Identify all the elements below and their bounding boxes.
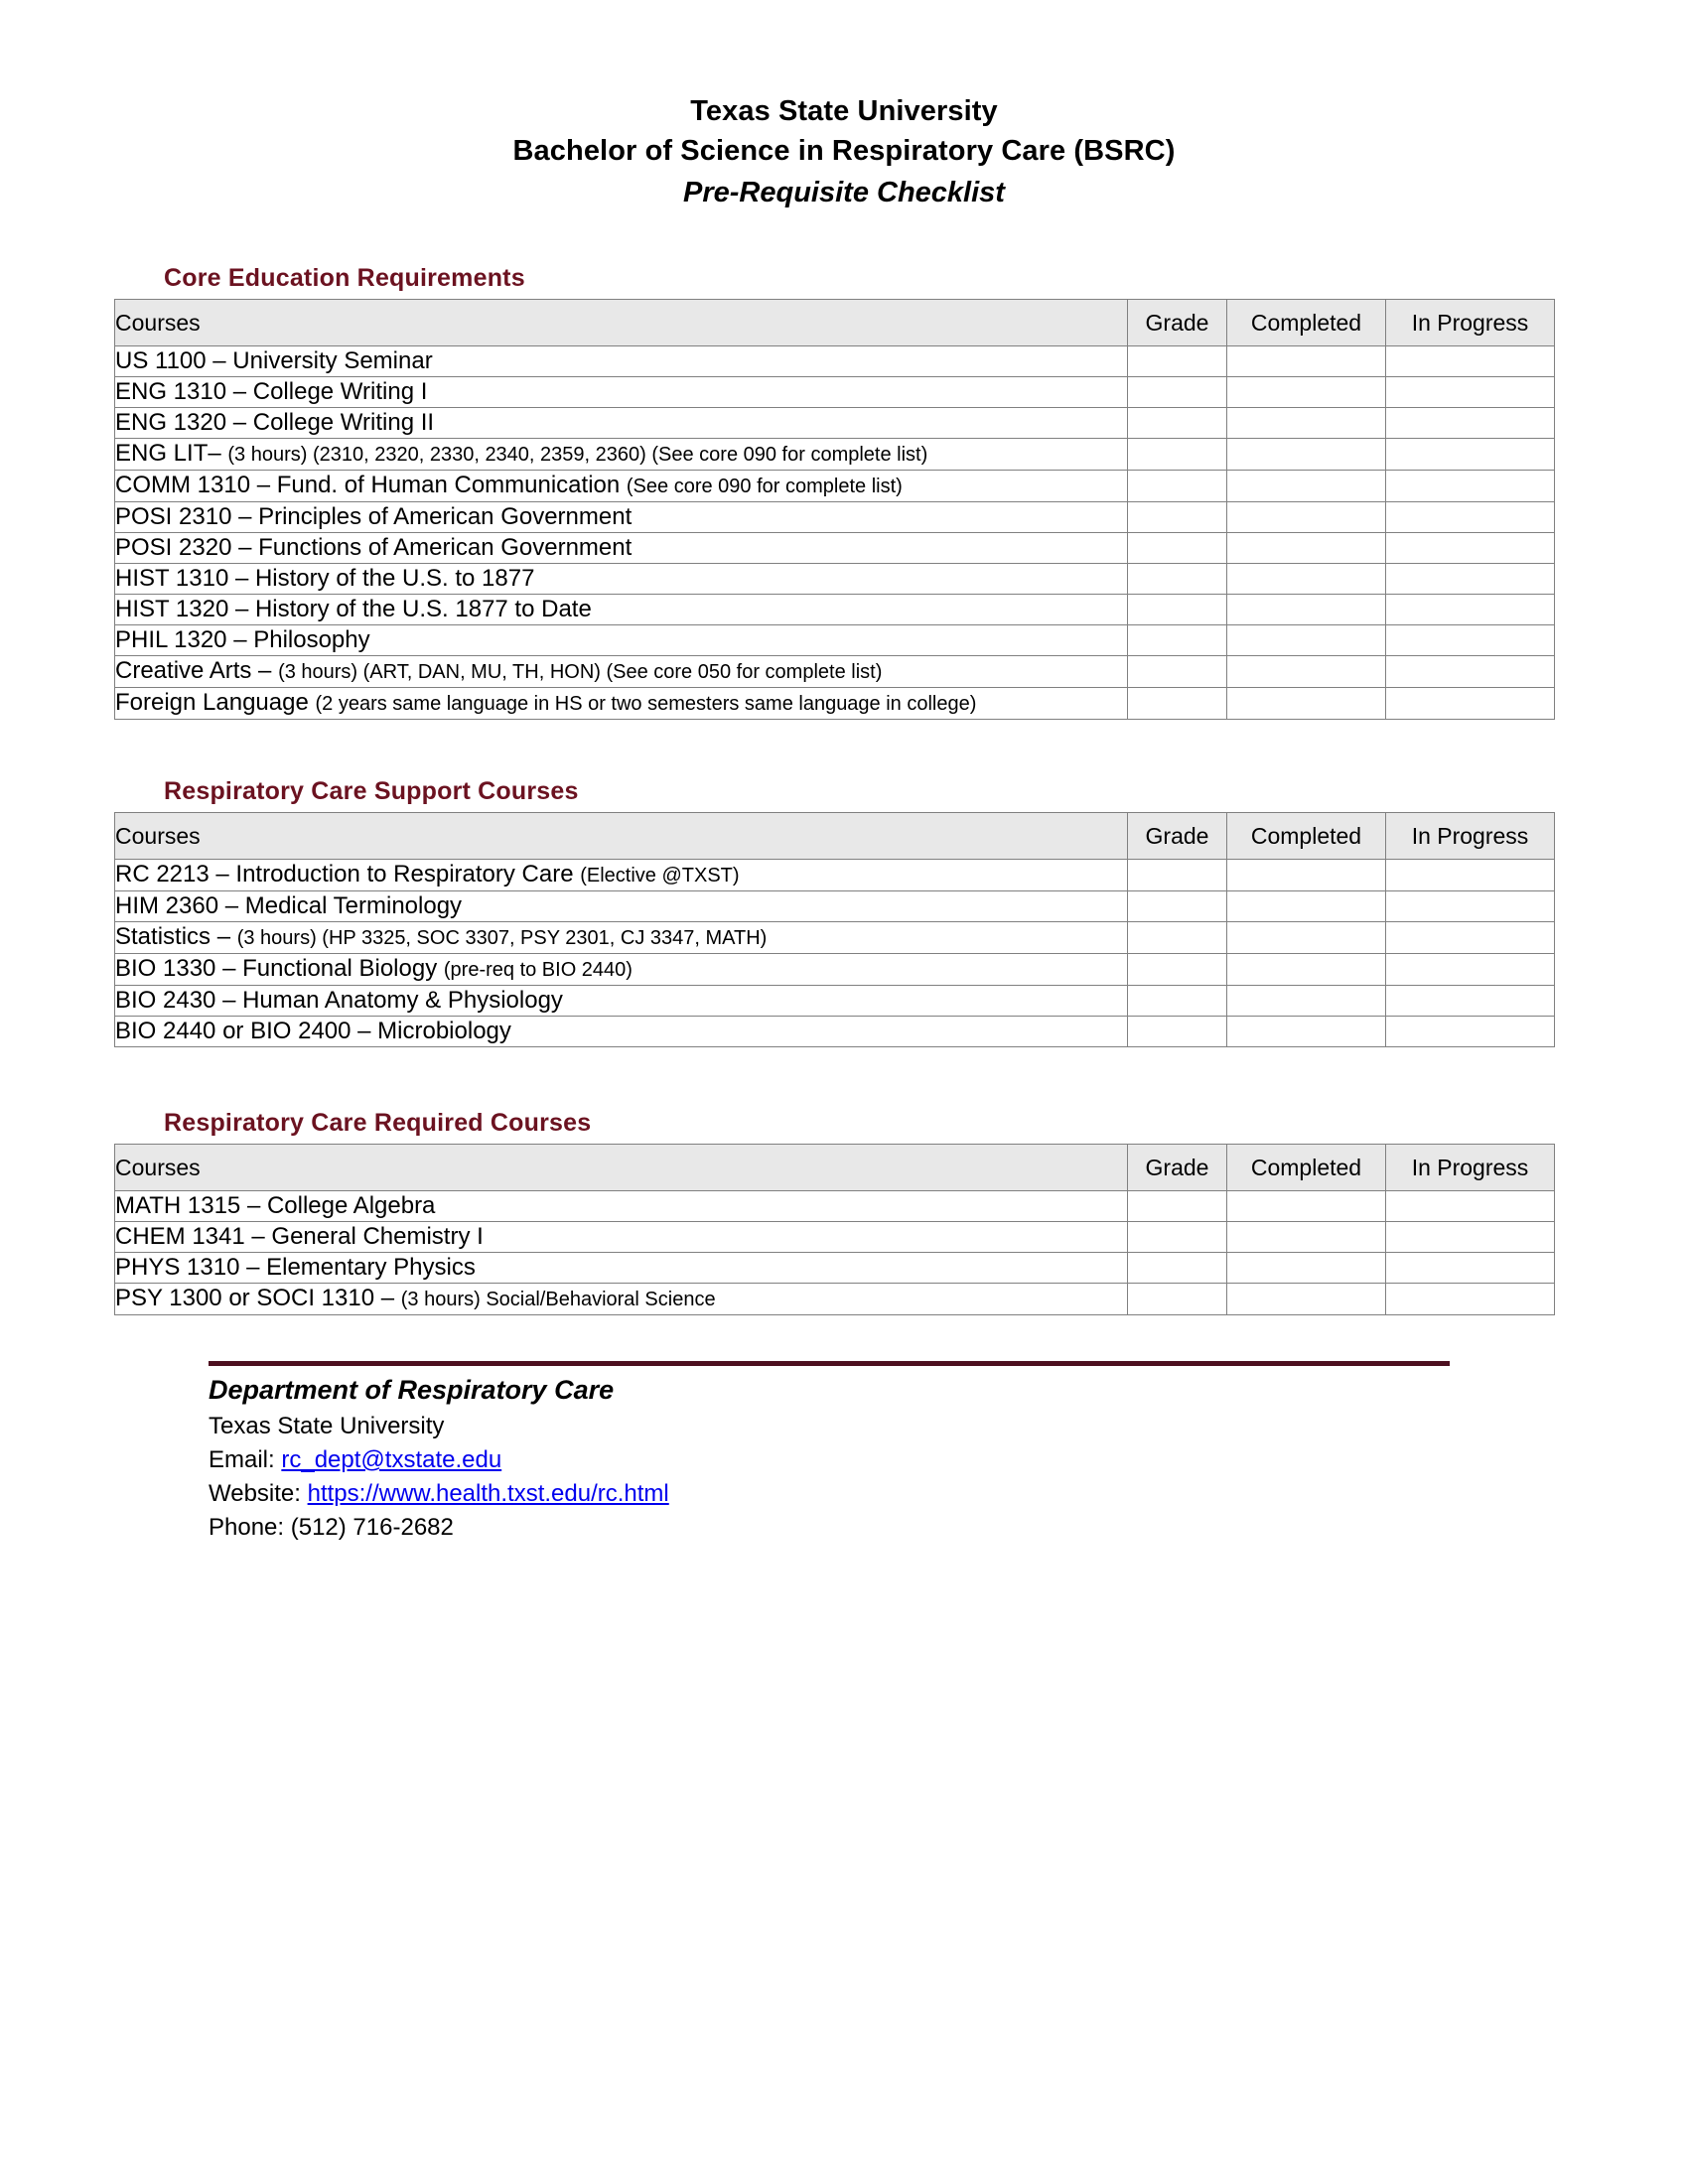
completed-checkbox-cell[interactable] [1227, 346, 1386, 377]
footer-website-link[interactable]: https://www.health.txst.edu/rc.html [307, 1480, 669, 1507]
table-header-row [115, 300, 1555, 346]
grade-checkbox-cell[interactable] [1128, 1253, 1227, 1284]
title-university: Texas State University [690, 95, 998, 127]
table-row [115, 595, 1555, 625]
completed-checkbox-cell[interactable] [1227, 439, 1386, 471]
checklist-table-core-education [114, 299, 1555, 720]
footer-phone-value: (512) 716-2682 [290, 1514, 454, 1541]
header-courses: Courses [115, 1145, 1128, 1191]
in-progress-checkbox-cell[interactable] [1386, 595, 1555, 625]
grade-checkbox-cell[interactable] [1128, 533, 1227, 564]
header-in-progress: In Progress [1386, 1145, 1555, 1191]
course-main-text: PSY 1300 or SOCI 1310 – [115, 1285, 401, 1311]
course-main-text: CHEM 1341 – General Chemistry I [115, 1223, 484, 1250]
table-row [115, 408, 1555, 439]
footer-divider [209, 1361, 1450, 1366]
completed-checkbox-cell[interactable] [1227, 1253, 1386, 1284]
completed-checkbox-cell[interactable] [1227, 922, 1386, 954]
table-row [115, 954, 1555, 986]
course-main-text: Creative Arts – [115, 657, 279, 684]
in-progress-checkbox-cell[interactable] [1386, 471, 1555, 502]
course-note-text: (Elective @TXST) [580, 865, 740, 887]
section-heading-core-education: Core Education Requirements [164, 264, 525, 292]
department-footer [209, 1361, 1450, 1545]
course-name-cell [115, 1222, 1128, 1253]
in-progress-checkbox-cell[interactable] [1386, 656, 1555, 688]
table-body-support-courses [115, 860, 1555, 1047]
table-row [115, 922, 1555, 954]
course-main-text: ENG 1320 – College Writing II [115, 409, 435, 436]
completed-checkbox-cell[interactable] [1227, 377, 1386, 408]
section-heading-required-courses: Respiratory Care Required Courses [164, 1109, 592, 1137]
in-progress-checkbox-cell[interactable] [1386, 1253, 1555, 1284]
in-progress-checkbox-cell[interactable] [1386, 564, 1555, 595]
course-name-cell [115, 954, 1128, 986]
header-grade: Grade [1128, 300, 1227, 346]
in-progress-checkbox-cell[interactable] [1386, 346, 1555, 377]
in-progress-checkbox-cell[interactable] [1386, 688, 1555, 720]
course-name-cell [115, 533, 1128, 564]
table-row [115, 346, 1555, 377]
grade-checkbox-cell[interactable] [1128, 954, 1227, 986]
header-completed: Completed [1227, 1145, 1386, 1191]
grade-checkbox-cell[interactable] [1128, 1222, 1227, 1253]
completed-checkbox-cell[interactable] [1227, 986, 1386, 1017]
in-progress-checkbox-cell[interactable] [1386, 986, 1555, 1017]
course-main-text: HIST 1310 – History of the U.S. to 1877 [115, 565, 535, 592]
completed-checkbox-cell[interactable] [1227, 595, 1386, 625]
completed-checkbox-cell[interactable] [1227, 625, 1386, 656]
grade-checkbox-cell[interactable] [1128, 471, 1227, 502]
header-grade: Grade [1128, 813, 1227, 860]
grade-checkbox-cell[interactable] [1128, 656, 1227, 688]
in-progress-checkbox-cell[interactable] [1386, 1191, 1555, 1222]
completed-checkbox-cell[interactable] [1227, 408, 1386, 439]
footer-website-row [209, 1477, 1450, 1511]
grade-checkbox-cell[interactable] [1128, 1017, 1227, 1047]
footer-phone-label: Phone: [209, 1514, 291, 1541]
grade-checkbox-cell[interactable] [1128, 408, 1227, 439]
course-name-cell [115, 891, 1128, 922]
grade-checkbox-cell[interactable] [1128, 986, 1227, 1017]
course-note-text: (See core 090 for complete list) [626, 476, 903, 497]
table-row [115, 1191, 1555, 1222]
grade-checkbox-cell[interactable] [1128, 346, 1227, 377]
in-progress-checkbox-cell[interactable] [1386, 860, 1555, 891]
course-main-text: POSI 2320 – Functions of American Government [115, 534, 633, 561]
header-completed: Completed [1227, 300, 1386, 346]
footer-website-label: Website: [209, 1480, 308, 1507]
table-row [115, 656, 1555, 688]
course-name-cell [115, 502, 1128, 533]
course-name-cell [115, 377, 1128, 408]
completed-checkbox-cell[interactable] [1227, 533, 1386, 564]
in-progress-checkbox-cell[interactable] [1386, 625, 1555, 656]
course-name-cell [115, 471, 1128, 502]
grade-checkbox-cell[interactable] [1128, 922, 1227, 954]
document-title-block [0, 0, 1688, 212]
course-main-text: ENG 1310 – College Writing I [115, 378, 428, 405]
grade-checkbox-cell[interactable] [1128, 688, 1227, 720]
table-body-core-education [115, 346, 1555, 720]
grade-checkbox-cell[interactable] [1128, 377, 1227, 408]
table-row [115, 377, 1555, 408]
completed-checkbox-cell[interactable] [1227, 1222, 1386, 1253]
course-name-cell [115, 986, 1128, 1017]
table-row [115, 1017, 1555, 1047]
course-note-text: (pre-req to BIO 2440) [443, 959, 633, 981]
course-name-cell [115, 408, 1128, 439]
footer-phone-row [209, 1511, 1450, 1545]
grade-checkbox-cell[interactable] [1128, 439, 1227, 471]
completed-checkbox-cell[interactable] [1227, 954, 1386, 986]
course-name-cell [115, 1191, 1128, 1222]
in-progress-checkbox-cell[interactable] [1386, 439, 1555, 471]
course-note-text: (3 hours) Social/Behavioral Science [400, 1289, 716, 1310]
table-header-row [115, 1145, 1555, 1191]
grade-checkbox-cell[interactable] [1128, 1284, 1227, 1315]
table-row [115, 502, 1555, 533]
header-grade: Grade [1128, 1145, 1227, 1191]
checklist-table-required-courses [114, 1144, 1555, 1315]
table-row [115, 860, 1555, 891]
table-body-required-courses [115, 1191, 1555, 1315]
footer-email-label: Email: [209, 1446, 282, 1473]
footer-department-name: Department of Respiratory Care [209, 1375, 615, 1405]
course-main-text: ENG LIT– [115, 440, 228, 467]
grade-checkbox-cell[interactable] [1128, 625, 1227, 656]
in-progress-checkbox-cell[interactable] [1386, 922, 1555, 954]
course-main-text: BIO 2440 or BIO 2400 – Microbiology [115, 1018, 511, 1044]
completed-checkbox-cell[interactable] [1227, 688, 1386, 720]
course-main-text: RC 2213 – Introduction to Respiratory Care [115, 861, 581, 887]
in-progress-checkbox-cell[interactable] [1386, 1284, 1555, 1315]
course-main-text: HIST 1320 – History of the U.S. 1877 to Date [115, 596, 592, 622]
section-support-courses [114, 777, 1569, 1047]
course-main-text: COMM 1310 – Fund. of Human Communication [115, 472, 627, 498]
completed-checkbox-cell[interactable] [1227, 502, 1386, 533]
course-main-text: BIO 1330 – Functional Biology [115, 955, 444, 982]
completed-checkbox-cell[interactable] [1227, 1284, 1386, 1315]
table-row [115, 986, 1555, 1017]
in-progress-checkbox-cell[interactable] [1386, 377, 1555, 408]
course-main-text: US 1100 – University Seminar [115, 347, 433, 374]
title-subtitle: Pre-Requisite Checklist [683, 177, 1005, 208]
header-courses: Courses [115, 813, 1128, 860]
course-main-text: MATH 1315 – College Algebra [115, 1192, 436, 1219]
footer-email-row [209, 1443, 1450, 1477]
table-row [115, 1222, 1555, 1253]
completed-checkbox-cell[interactable] [1227, 891, 1386, 922]
header-in-progress: In Progress [1386, 300, 1555, 346]
course-name-cell [115, 346, 1128, 377]
header-in-progress: In Progress [1386, 813, 1555, 860]
course-note-text: (3 hours) (ART, DAN, MU, TH, HON) (See core 050 for complete list) [278, 661, 883, 683]
in-progress-checkbox-cell[interactable] [1386, 954, 1555, 986]
header-completed: Completed [1227, 813, 1386, 860]
completed-checkbox-cell[interactable] [1227, 656, 1386, 688]
course-name-cell [115, 688, 1128, 720]
table-row [115, 1284, 1555, 1315]
in-progress-checkbox-cell[interactable] [1386, 533, 1555, 564]
course-name-cell [115, 439, 1128, 471]
course-main-text: Statistics – [115, 923, 237, 950]
course-name-cell [115, 595, 1128, 625]
grade-checkbox-cell[interactable] [1128, 595, 1227, 625]
course-name-cell [115, 860, 1128, 891]
completed-checkbox-cell[interactable] [1227, 471, 1386, 502]
footer-email-link[interactable]: rc_dept@txstate.edu [281, 1446, 502, 1473]
table-row [115, 471, 1555, 502]
course-main-text: Foreign Language [115, 689, 316, 716]
table-row [115, 439, 1555, 471]
section-required-courses [114, 1109, 1569, 1315]
course-name-cell [115, 1253, 1128, 1284]
grade-checkbox-cell[interactable] [1128, 502, 1227, 533]
header-courses: Courses [115, 300, 1128, 346]
table-row [115, 891, 1555, 922]
completed-checkbox-cell[interactable] [1227, 1191, 1386, 1222]
course-name-cell [115, 922, 1128, 954]
completed-checkbox-cell[interactable] [1227, 564, 1386, 595]
table-header-row [115, 813, 1555, 860]
course-main-text: POSI 2310 – Principles of American Government [115, 503, 633, 530]
grade-checkbox-cell[interactable] [1128, 1191, 1227, 1222]
grade-checkbox-cell[interactable] [1128, 860, 1227, 891]
course-name-cell [115, 625, 1128, 656]
course-main-text: BIO 2430 – Human Anatomy & Physiology [115, 987, 563, 1014]
grade-checkbox-cell[interactable] [1128, 891, 1227, 922]
course-main-text: PHYS 1310 – Elementary Physics [115, 1254, 476, 1281]
table-row [115, 625, 1555, 656]
checklist-table-support-courses [114, 812, 1555, 1047]
in-progress-checkbox-cell[interactable] [1386, 891, 1555, 922]
course-name-cell [115, 1284, 1128, 1315]
course-name-cell [115, 656, 1128, 688]
course-name-cell [115, 564, 1128, 595]
table-row [115, 688, 1555, 720]
in-progress-checkbox-cell[interactable] [1386, 502, 1555, 533]
section-heading-support-courses: Respiratory Care Support Courses [164, 777, 579, 805]
course-name-cell [115, 1017, 1128, 1047]
course-note-text: (2 years same language in HS or two semesters same language in college) [315, 693, 977, 715]
in-progress-checkbox-cell[interactable] [1386, 1017, 1555, 1047]
course-main-text: HIM 2360 – Medical Terminology [115, 892, 463, 919]
grade-checkbox-cell[interactable] [1128, 564, 1227, 595]
in-progress-checkbox-cell[interactable] [1386, 1222, 1555, 1253]
footer-university: Texas State University [209, 1413, 445, 1439]
table-row [115, 1253, 1555, 1284]
table-row [115, 564, 1555, 595]
table-row [115, 533, 1555, 564]
course-main-text: PHIL 1320 – Philosophy [115, 626, 370, 653]
completed-checkbox-cell[interactable] [1227, 860, 1386, 891]
course-note-text: (3 hours) (2310, 2320, 2330, 2340, 2359, 2360) (See core 090 for complete list) [227, 444, 928, 466]
section-core-education [114, 264, 1569, 720]
in-progress-checkbox-cell[interactable] [1386, 408, 1555, 439]
title-degree: Bachelor of Science in Respiratory Care (BSRC) [512, 135, 1176, 167]
completed-checkbox-cell[interactable] [1227, 1017, 1386, 1047]
course-note-text: (3 hours) (HP 3325, SOC 3307, PSY 2301, CJ 3347, MATH) [236, 927, 768, 949]
